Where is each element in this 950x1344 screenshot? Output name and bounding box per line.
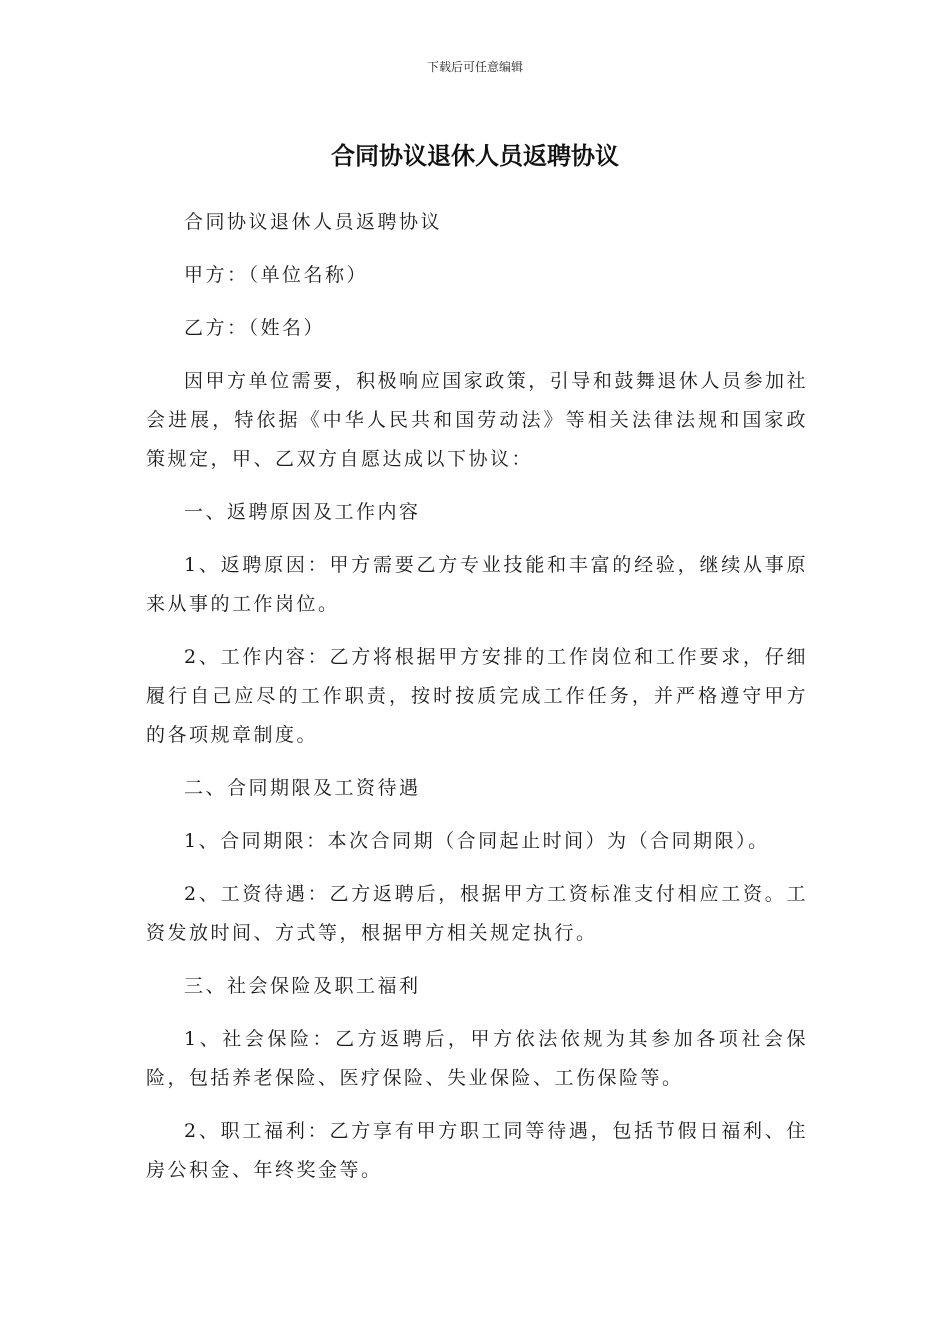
document-title: 合同协议退休人员返聘协议 xyxy=(331,142,619,170)
paragraph-party-a: 甲方：（单位名称） xyxy=(184,264,369,286)
clause-3-2: 2、职工福利：乙方享有甲方职工同等待遇，包括节假日福利、住房公积金、年终奖金等。 xyxy=(146,1120,808,1181)
paragraph-subtitle: 合同协议退休人员返聘协议 xyxy=(184,211,443,233)
section-heading-1: 一、返聘原因及工作内容 xyxy=(184,501,421,523)
clause-1-2: 2、工作内容：乙方将根据甲方安排的工作岗位和工作要求，仔细履行自己应尽的工作职责，按时按质完成工作任务，并严格遵守甲方的各项规章制度。 xyxy=(146,646,808,746)
paragraph-preamble: 因甲方单位需要，积极响应国家政策，引导和鼓舞退休人员参加社会进展，特依据《中华人民共和国劳动法》等相关法律法规和国家政策规定，甲、乙双方自愿达成以下协议： xyxy=(146,370,808,470)
document-body xyxy=(146,203,808,1204)
section-heading-2: 二、合同期限及工资待遇 xyxy=(184,777,421,799)
clause-2-1: 1、合同期限：本次合同期（合同起止时间）为（合同期限）。 xyxy=(184,830,770,852)
section-heading-3: 三、社会保险及职工福利 xyxy=(184,975,421,997)
header-note: 下载后可任意编辑 xyxy=(426,60,523,74)
paragraph-party-b: 乙方：（姓名） xyxy=(184,317,326,339)
clause-3-1: 1、社会保险：乙方返聘后，甲方依法依规为其参加各项社会保险，包括养老保险、医疗保险、失业保险、工伤保险等。 xyxy=(146,1028,808,1089)
clause-2-2: 2、工资待遇：乙方返聘后，根据甲方工资标准支付相应工资。工资发放时间、方式等，根据甲方相关规定执行。 xyxy=(146,883,808,944)
clause-1-1: 1、返聘原因：甲方需要乙方专业技能和丰富的经验，继续从事原来从事的工作岗位。 xyxy=(146,554,808,615)
